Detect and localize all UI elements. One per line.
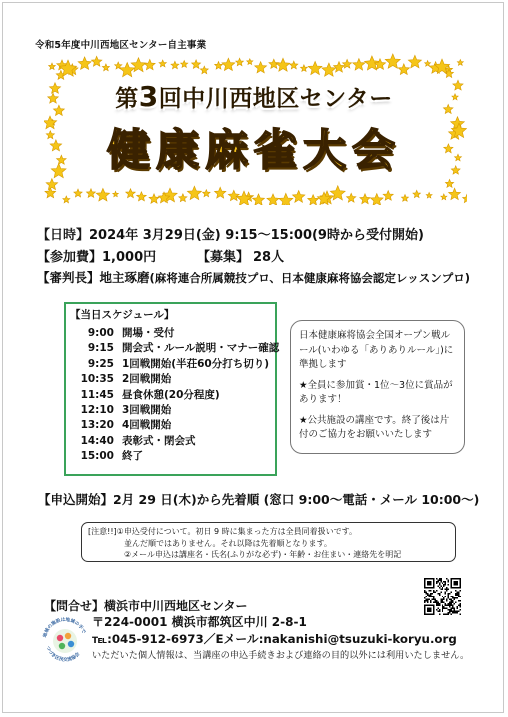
schedule-time: 15:00 [80, 450, 114, 463]
event-title: 健康麻雀大会 [107, 126, 401, 176]
star-icon [200, 66, 208, 74]
date-line [37, 224, 424, 243]
schedule-row [76, 402, 171, 417]
qr-code[interactable] [424, 578, 461, 615]
star-icon [457, 60, 463, 66]
schedule-row [76, 340, 279, 355]
schedule-event: 2回戦開始 [122, 373, 172, 386]
schedule-time: 9:25 [87, 357, 114, 370]
star-icon [445, 179, 453, 187]
referee-name: 地主琢磨 [99, 270, 150, 285]
schedule-box [64, 302, 280, 476]
star-icon [91, 56, 102, 66]
caution-line-3: ②メール申込は講座名・氏名(ふりがな必ず)・年齢・お住まい・連絡先を明記 [124, 550, 402, 559]
star-icon [171, 61, 179, 69]
star-icon [96, 188, 109, 201]
schedule-time: 9:15 [87, 342, 114, 355]
referee-label: 【審判長】 [37, 270, 100, 285]
star-icon [383, 191, 393, 201]
star-icon [322, 63, 336, 76]
star-icon [203, 190, 211, 197]
contact-heading [44, 597, 248, 614]
star-icon [144, 59, 155, 69]
rule-note-p1: 日本健康麻将協会全国オープン戦ルール(いわゆる「ありありルール」)に準拠します [299, 330, 454, 370]
schedule-row [76, 371, 171, 386]
top-note: 令和5年度中川西地区センター自主事業 [35, 40, 207, 51]
star-icon [179, 194, 187, 202]
privacy-note: いただいた個人情報は、当講座の申込手続きおよび連絡の目的以外には利用いたしません。 [92, 650, 470, 661]
title-number: 3 [138, 80, 159, 113]
star-icon [181, 61, 188, 68]
contact-address: 〒224-0001 横浜市都筑区中川 2-8-1 [92, 615, 307, 629]
date-label: 【日時】 [37, 228, 90, 243]
star-icon [308, 195, 319, 205]
referee-line [37, 268, 470, 286]
caution-box [81, 522, 456, 562]
star-icon [347, 193, 356, 202]
association-logo [40, 614, 90, 666]
schedule-event: 表彰式・閉会式 [122, 434, 196, 447]
star-icon [398, 64, 409, 75]
schedule-time: 12:10 [80, 404, 114, 416]
rule-note-box [290, 320, 465, 454]
star-icon [131, 58, 146, 72]
event-subtitle [0, 80, 508, 113]
recruit-line [197, 246, 284, 265]
logo-text-bottom: つづき区民交流協会 [44, 645, 82, 664]
star-icon [426, 192, 432, 198]
schedule-event: 終了 [122, 450, 143, 463]
star-icon [308, 61, 322, 74]
date-value: 2024年 3月29日(金) 9:15～15:00(9時から受付開始) [89, 228, 424, 243]
star-icon [360, 194, 370, 204]
star-icon [187, 186, 201, 199]
fee-value: 1,000円 [102, 250, 157, 265]
fee-label: 【参加費】 [37, 250, 103, 265]
star-icon [413, 190, 421, 197]
star-icon [279, 193, 293, 205]
star-icon [276, 58, 290, 71]
schedule-row [76, 448, 143, 463]
schedule-row [76, 356, 269, 371]
star-icon [49, 63, 56, 70]
caution-line-2: 並んだ順ではありません。それ以降は先着順となります。 [124, 538, 332, 548]
apply-start-line: 【申込開始】2月 29 日(木)から先着順 (窓口 9:00～電話・メール 10:00～) [38, 492, 480, 507]
star-icon [137, 192, 147, 201]
schedule-event: 1回戦開始(半荘60分打ち切り) [122, 357, 270, 370]
star-icon [463, 194, 467, 202]
recruit-value: 28人 [253, 250, 285, 265]
schedule-event: 開場・受付 [122, 327, 175, 339]
rule-note-p3: ★公共施設の講座です。終了後は片付のご協力をお願いいたします [299, 414, 450, 440]
star-icon [267, 194, 279, 205]
schedule-time: 13:20 [80, 419, 114, 432]
recruit-label: 【募集】 [197, 250, 250, 265]
rule-note-p2: ★全員に参加賞・1位～3位に賞品があります！ [299, 379, 453, 405]
star-icon [74, 189, 82, 197]
title-suffix: 回中川西地区センター [158, 86, 393, 112]
caution-line-1: [注意!!]①申込受付について。初日 9 時に集まった方は全員同着扱いです。 [88, 527, 358, 536]
star-icon [113, 191, 119, 196]
star-icon [290, 61, 298, 69]
referee-detail: (麻将連合所属競技プロ、日本健康麻将協会認定レッスンプロ) [149, 271, 470, 285]
schedule-time: 10:35 [80, 373, 114, 386]
star-icon [255, 62, 267, 73]
schedule-event: 4回戦開始 [122, 419, 172, 432]
star-icon [46, 179, 58, 190]
logo-text-top: 地域の施設は地域の手で [43, 617, 86, 639]
star-icon [192, 60, 201, 69]
star-icon [330, 186, 345, 200]
schedule-row [76, 417, 171, 432]
title-prefix: 第 [115, 86, 139, 112]
schedule-row [76, 433, 196, 448]
schedule-row [76, 325, 175, 340]
schedule-time: 11:45 [80, 388, 114, 401]
star-icon [449, 188, 461, 199]
star-icon [441, 194, 447, 200]
star-icon [86, 189, 95, 198]
star-icon [385, 54, 400, 68]
star-icon [408, 55, 421, 68]
star-icon [343, 59, 352, 68]
contact-phone-email: ℡:045-912-6973／Eメール:nakanishi@tsuzuki-koryu.org [92, 632, 457, 646]
schedule-event: 開会式・ルール説明・マナー確認 [122, 342, 280, 355]
star-icon [247, 59, 253, 65]
star-icon [126, 189, 136, 198]
star-icon [102, 64, 109, 71]
star-icon [222, 58, 235, 70]
contact-label: 【問合せ】 [44, 599, 105, 613]
star-icon [253, 194, 265, 205]
star-icon [301, 65, 308, 72]
star-icon [293, 191, 305, 203]
star-icon [401, 195, 408, 202]
schedule-time: 9:00 [87, 327, 114, 339]
schedule-title: 【当日スケジュール】 [70, 309, 175, 321]
schedule-event: 3回戦開始 [122, 404, 172, 416]
star-icon [353, 59, 365, 71]
schedule-event: 昼食休憩(20分程度) [122, 388, 220, 401]
star-icon [371, 194, 384, 206]
schedule-row [76, 387, 220, 402]
contact-org: 横浜市中川西地区センター [104, 599, 248, 613]
star-icon [215, 62, 223, 70]
star-icon [159, 60, 166, 67]
star-icon [78, 57, 91, 70]
star-icon [425, 61, 431, 67]
fee-line [37, 246, 156, 265]
star-icon [149, 194, 159, 204]
star-icon [228, 190, 239, 200]
star-icon [215, 187, 226, 198]
schedule-time: 14:40 [80, 434, 114, 447]
star-icon [236, 58, 244, 65]
star-icon [63, 196, 70, 203]
